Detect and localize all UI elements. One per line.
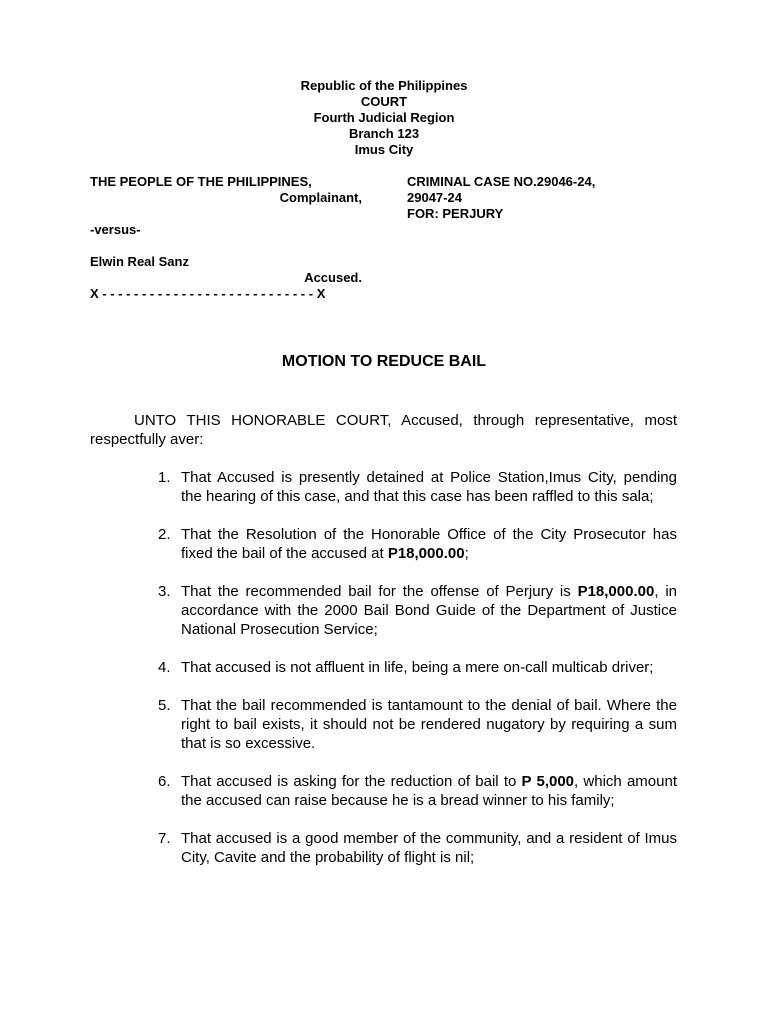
averment-text: That the Resolution of the Honorable Office of the City Prosecutor has fixed the bail of the accused at: [181, 526, 677, 562]
averment-text: That Accused is presently detained at Police Station,Imus City, pending the hearing of this case, and that this case has been raffled to this sala;: [181, 469, 677, 505]
averment-text: That accused is a good member of the community, and a resident of Imus City, Cavite and the probability of flight is nil;: [181, 830, 677, 866]
averment-number: 7.: [158, 830, 171, 847]
averment-number: 1.: [158, 469, 171, 486]
averment-number: 5.: [158, 697, 171, 714]
averment-text: That the bail recommended is tantamount to the denial of bail. Where the right to bail exists, it should not be rendered nugatory by requiring a sum that is so excessive.: [181, 697, 677, 752]
averment-item: [90, 525, 677, 563]
averment-amount: P18,000.00: [577, 583, 655, 600]
averment-number: 6.: [158, 773, 171, 790]
averment-amount: P18,000.00: [387, 545, 465, 562]
averment-number: 3.: [158, 583, 171, 600]
court-header-republic: Republic of the Philippines: [300, 78, 468, 93]
averment-text-continued: , which amount the accused can raise because he is a bread winner to his family;: [181, 773, 677, 809]
document-title: MOTION TO REDUCE BAIL: [281, 353, 487, 370]
court-header: [0, 78, 768, 158]
averment-item: [90, 696, 677, 753]
averment-text-continued: , in accordance with the 2000 Bail Bond Guide of the Department of Justice National Prosecution Service;: [181, 583, 678, 638]
averment-number: 4.: [158, 659, 171, 676]
averment-item: [90, 582, 677, 639]
case-caption-parties: [90, 174, 362, 302]
accused-role: Accused.: [304, 270, 362, 285]
averment-text: That accused is not affluent in life, being a mere on-call multicab driver;: [181, 659, 654, 676]
intro-paragraph: UNTO THIS HONORABLE COURT, Accused, through representative, most respectfully aver:: [90, 412, 677, 448]
averment-item: [90, 658, 677, 677]
caption-separator: X - - - - - - - - - - - - - - - - - - - - - - - - - - - X: [90, 286, 326, 301]
averment-item: [90, 829, 677, 867]
averment-text: That the recommended bail for the offense of Perjury is: [181, 583, 578, 600]
case-offense: FOR: PERJURY: [407, 206, 504, 221]
case-number-line2: 29047-24: [407, 190, 462, 205]
numbered-averments: [90, 468, 677, 886]
court-header-city: Imus City: [354, 142, 414, 157]
plaintiff-role: Complainant,: [279, 190, 362, 205]
court-header-court: COURT: [360, 94, 408, 109]
plaintiff-name: THE PEOPLE OF THE PHILIPPINES,: [90, 174, 312, 189]
averment-number: 2.: [158, 526, 171, 543]
averment-amount: P 5,000: [521, 773, 575, 790]
averment-item: [90, 772, 677, 810]
court-header-branch: Branch 123: [348, 126, 420, 141]
case-number-line1: CRIMINAL CASE NO.29046-24,: [407, 174, 596, 189]
accused-name: Elwin Real Sanz: [90, 254, 189, 269]
averment-text: That accused is asking for the reduction of bail to: [181, 773, 522, 790]
versus-label: -versus-: [90, 222, 141, 237]
averment-item: [90, 468, 677, 506]
case-caption-number: [407, 174, 687, 222]
court-header-region: Fourth Judicial Region: [313, 110, 455, 125]
averment-text-continued: ;: [464, 545, 469, 562]
